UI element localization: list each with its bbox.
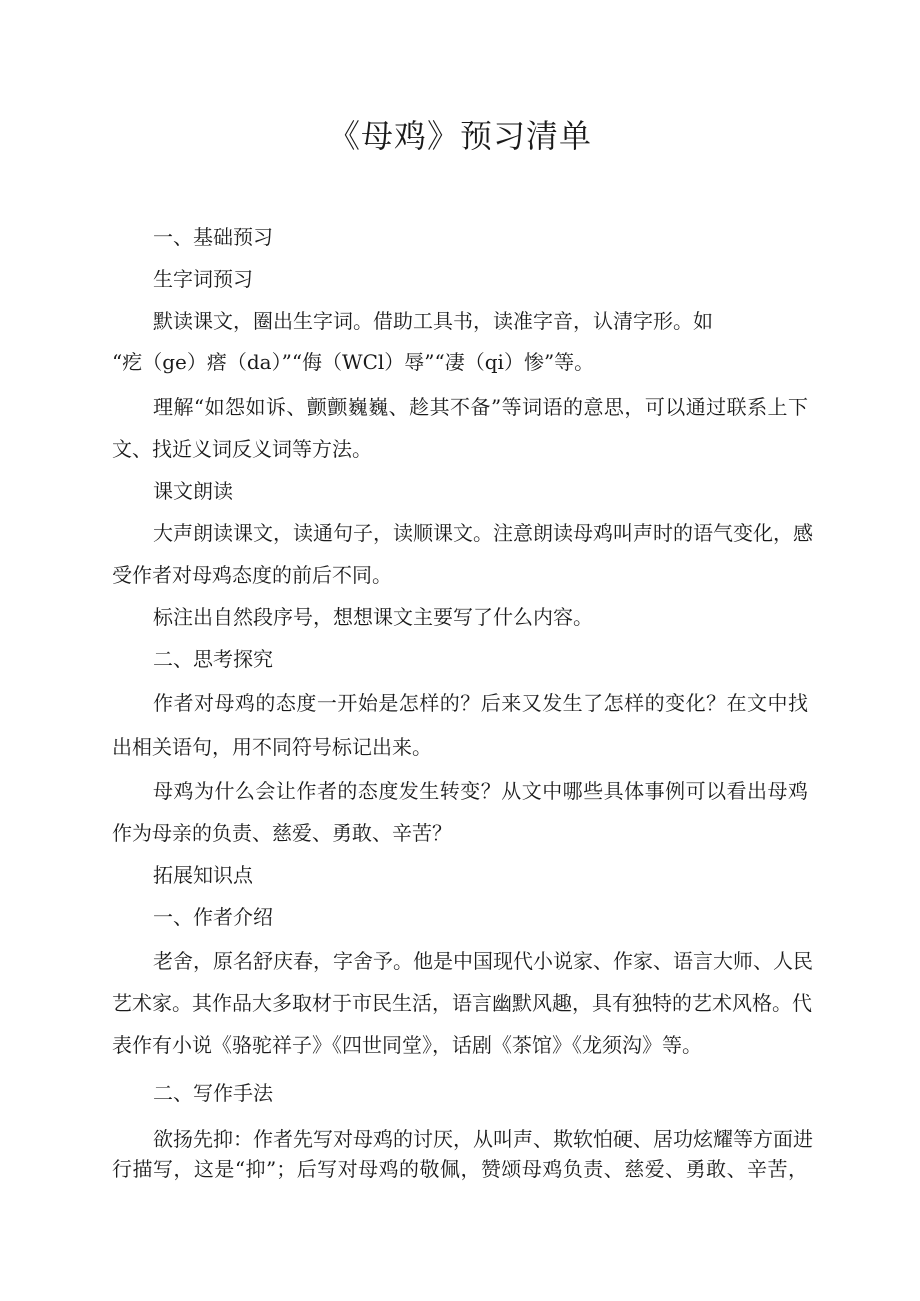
section-heading-writing: 二、写作手法 bbox=[153, 1081, 273, 1105]
paragraph-line: 大声朗读课文，读通句子，读顺课文。注意朗读母鸡叫声时的语气变化，感 bbox=[153, 521, 813, 545]
section-heading-thinking: 二、思考探究 bbox=[153, 647, 273, 671]
paragraph-line: 艺术家。其作品大多取材于市民生活，语言幽默风趣，具有独特的艺术风格。代 bbox=[112, 991, 812, 1015]
paragraph-line: 默读课文，圈出生字词。借助工具书，读准字音，认清字形。如 bbox=[153, 309, 713, 333]
subheading-reading: 课文朗读 bbox=[153, 479, 233, 503]
section-heading-author: 一、作者介绍 bbox=[153, 905, 273, 929]
paragraph-line: 标注出自然段序号，想想课文主要写了什么内容。 bbox=[153, 605, 593, 629]
subheading-vocabulary: 生字词预习 bbox=[153, 267, 253, 291]
paragraph-line: 欲扬先抑：作者先写对母鸡的讨厌，从叫声、欺软怕硬、居功炫耀等方面进 bbox=[153, 1127, 813, 1151]
paragraph-line: 母鸡为什么会让作者的态度发生转变？从文中哪些具体事例可以看出母鸡 bbox=[153, 779, 808, 803]
document-title: 《母鸡》预习清单 bbox=[327, 117, 592, 155]
section-heading-basic-preview: 一、基础预习 bbox=[153, 225, 273, 249]
subheading-extension: 拓展知识点 bbox=[153, 863, 253, 887]
paragraph-line: 文、找近义词反义词等方法。 bbox=[112, 437, 372, 461]
paragraph-line: 行描写，这是“抑”；后写对母鸡的敬佩，赞颂母鸡负责、慈爱、勇敢、辛苦， bbox=[112, 1157, 808, 1181]
paragraph-line: 作为母亲的负责、慈爱、勇敢、辛苦？ bbox=[112, 821, 452, 845]
paragraph-line: 作者对母鸡的态度一开始是怎样的？后来又发生了怎样的变化？在文中找 bbox=[153, 691, 808, 715]
paragraph-line: “疙（ge）瘩（da）”“侮（WCl）辱”“凄（qi）惨”等。 bbox=[112, 350, 595, 374]
paragraph-line: 表作有小说《骆驼祥子》《四世同堂》，话剧《茶馆》《龙须沟》等。 bbox=[112, 1033, 702, 1057]
paragraph-line: 受作者对母鸡态度的前后不同。 bbox=[112, 563, 392, 587]
paragraph-line: 老舍，原名舒庆春，字舍予。他是中国现代小说家、作家、语言大师、人民 bbox=[153, 949, 813, 973]
paragraph-line: 出相关语句，用不同符号标记出来。 bbox=[112, 735, 432, 759]
paragraph-line: 理解“如怨如诉、颤颤巍巍、趁其不备”等词语的意思，可以通过联系上下 bbox=[153, 395, 808, 419]
